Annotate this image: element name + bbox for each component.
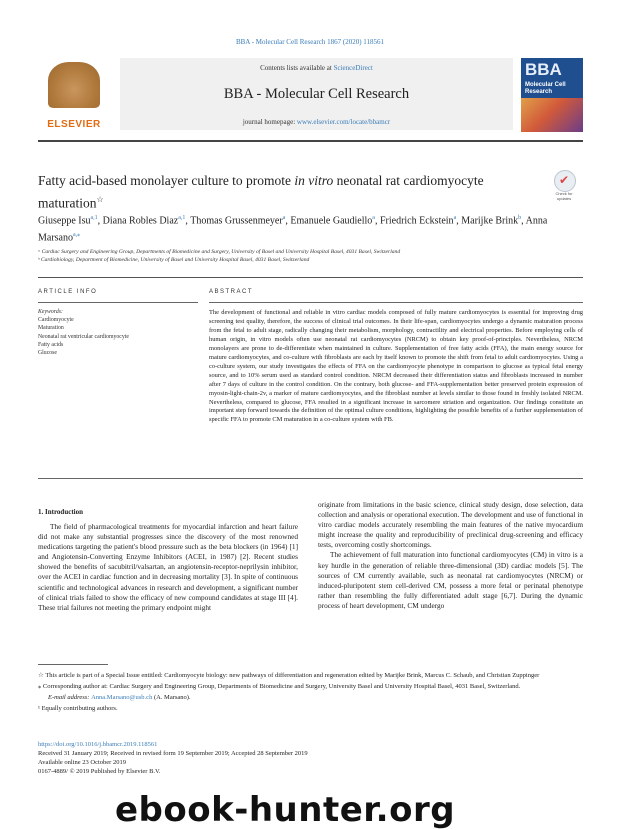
author-name[interactable]: Friedrich Eckstein <box>379 215 454 227</box>
elsevier-tree-icon <box>48 62 100 108</box>
author-list <box>38 211 583 246</box>
author-separator: , <box>97 215 103 227</box>
author-separator: , <box>185 215 191 227</box>
intro-paragraph-1-cont: originate from limitations in the basic science, clinical study design, dose selection, data collection and analysis or operational execution. The development and use of functional in vitro cardiac models accurately resembling the main features of the native myocardium might increase the quality and reproducibility of preclinical drug-screening and efficacy tests, overcoming costly shortcomings. <box>318 500 583 550</box>
keyword-item: Maturation <box>38 325 64 332</box>
keywords-title: Keywords: <box>38 309 63 315</box>
author-affiliation-mark[interactable]: a <box>453 215 457 221</box>
article-info-rule <box>38 302 198 303</box>
footnotes <box>38 671 583 715</box>
footnote-corresponding: ⁎ Corresponding author at: Cardiac Surgery and Engineering Group, Departments of Biomedicine and Surgery, University Basel and University Hospital Basel, 4031 Basel, Switzerland. <box>38 683 521 690</box>
author-name[interactable]: Marijke Brink <box>461 215 519 227</box>
masthead-rule <box>38 140 583 142</box>
bookmark-icon: ✔ <box>559 173 570 187</box>
contents-prefix: Contents lists available at <box>260 64 334 72</box>
affiliation-a: ᵃ Cardiac Surgery and Engineering Group, Departments of Biomedicine and Surgery, University of Basel and University Hospital Basel, 4031 Basel, Switzerland <box>38 249 401 255</box>
introduction-right-column <box>318 500 583 611</box>
author-name[interactable]: Diana Robles Diaz <box>102 215 179 227</box>
author-separator: , <box>374 215 380 227</box>
sciencedirect-link[interactable]: ScienceDirect <box>333 64 373 72</box>
watermark: ebook-hunter.org <box>115 790 456 830</box>
affiliation-b: ᵇ Cardiobiology, Department of Biomedicine, University of Basel and University Hospital Basel, 4031 Basel, Switzerland <box>38 257 310 263</box>
journal-name: BBA - Molecular Cell Research <box>223 86 410 102</box>
author-separator: , <box>521 215 526 227</box>
homepage-link[interactable]: www.elsevier.com/locate/bbamcr <box>296 118 391 126</box>
abstract-text: The development of functional and reliable in vitro cardiac models composed of fully mature cardiomyocytes is essential for improving drug screening test quality, therefore, the success of clinical trial outcomes. In their life-span, cardiomyocytes undergo a dynamic maturation process from the fetal to adult stage, radically changing their metabolism, morphology, contractility and electrical properties. Before employing cells of human origin, in vitro models often use neonatal rat cardiomyocytes (NRCM) to obtain key proof-of-principles. Nevertheless, NRCM monolayers are prone to de-differentiate when maintained in culture. Supplementation of free fatty acids (FFA), the main energy source for mature cardiomyocytes, and co-culture with fibroblasts are each by itself known to promote the shift from fetal to adult cardiomyocytes. Using a co-culture system, our study investigates the effects of FFA on the cardiomyocyte phenotype in comparison to glucose as typical fetal energy source, and to 10% serum used as standard control condition. NRCM decreased their differentiation status and fibroblasts increased in number after 7 days of culture in the control condition. On the contrary, both glucose- and FFA-supplementation better preserved protein expression of myosin-light-chain-2v, a marker of mature cardiomyocytes, and the fibroblast number at levels similar to those found in freshly isolated NRCM. Nevertheless, compared to glucose, FFA resulted in a significant increase in sarcomere striation and organization. Our findings constitute an important step forward towards the definition of the optimal culture conditions, highlighting the possible benefits of a further supplementation of specific FFA to promote CM maturation in a co-culture system with FB. <box>209 309 583 424</box>
footnote-email <box>38 693 583 702</box>
introduction-left-column <box>38 522 298 613</box>
available-online: Available online 23 October 2019 <box>38 759 126 766</box>
doi-block <box>38 740 583 776</box>
abstract-bottom-rule <box>38 478 583 479</box>
title-footnote-mark[interactable]: ☆ <box>96 195 104 204</box>
homepage-prefix: journal homepage: <box>242 118 297 126</box>
journal-cover-image[interactable] <box>521 58 583 132</box>
author-name[interactable]: Emanuele Gaudiello <box>290 215 373 227</box>
author-affiliation-mark[interactable]: b <box>518 215 522 221</box>
doi-link[interactable]: https://doi.org/10.1016/j.bbamcr.2019.118561 <box>38 741 158 748</box>
intro-paragraph-2: The achievement of full maturation into functional cardiomyocytes (CM) in vitro is a key hurdle in the generation of reliable three-dimensional (3D) cardiac models [5]. The sources of CM currently available, such as neonatal rat cardiomyocytes (NRCM) or induced-pluripotent stem cell-derived CM, possess a more fetal or perinatal phenotype rather than resembling the fully differentiated adult stage [6,7]. During the dynamic process of heart development, CM undergo <box>318 550 583 610</box>
journal-masthead <box>38 58 583 130</box>
author-name[interactable]: Thomas Grussenmeyer <box>190 215 283 227</box>
footnote-equal: ¹ Equally contributing authors. <box>38 705 118 712</box>
author-name[interactable]: Anna Marsano <box>38 215 548 244</box>
cover-title: BBA <box>525 60 562 79</box>
title-part-1: Fatty acid-based monolayer culture to promote <box>38 173 295 188</box>
author-separator: , <box>285 215 291 227</box>
article-title <box>38 171 508 213</box>
masthead-center-panel <box>120 58 513 130</box>
abstract-heading: ABSTRACT <box>209 289 254 295</box>
author-separator: , <box>456 215 462 227</box>
intro-paragraph-1: The field of pharmacological treatments for myocardial infarction and heart failure did not make any substantial progresses since the discovery of the most renowned medications targeting the patient's blood pressure such as the beta blockers (in 1964) [1] and Angiotensin-Converting Enzyme Inhibitors (ACEI, in 1987) [2]. Recent studies showed the benefits of sacubitril/valsartan, an angiotensin-receptor-neprilysin inhibitor, over the ACEI in cardiac function and in decreasing mortality [3]. In spite of continuous scientific and technological advances in research and development, a significant number of clinical trials failed to show the efficacy of new compound candidates at stage III [4]. These trial failures not meeting the primary endpoint might <box>38 522 298 612</box>
author-affiliation-mark[interactable]: a,⁎ <box>73 232 81 239</box>
email-suffix: (A. Marsano). <box>152 694 191 701</box>
contents-line <box>120 64 513 72</box>
footnote-rule <box>38 664 108 665</box>
author-affiliation-mark[interactable]: a <box>282 215 286 221</box>
author-name[interactable]: Giuseppe Isu <box>38 215 91 227</box>
received-dates: Received 31 January 2019; Received in revised form 19 September 2019; Accepted 28 September 2019 <box>38 750 308 757</box>
email-label: E-mail address: <box>48 694 92 701</box>
author-affiliation-mark[interactable]: a <box>372 215 375 221</box>
keyword-item: Neonatal rat ventricular cardiomyocyte <box>38 333 129 340</box>
author-affiliation-mark[interactable]: a,1 <box>178 215 186 221</box>
elsevier-logo-text: ELSEVIER <box>47 119 101 130</box>
journal-homepage-line <box>120 118 513 126</box>
keyword-item: Cardiomyocyte <box>38 317 74 324</box>
check-for-updates-badge[interactable] <box>548 170 580 202</box>
keywords-block <box>38 308 198 357</box>
section-rule <box>38 277 583 278</box>
author-affiliation-mark[interactable]: a,1 <box>90 215 98 221</box>
title-italic: in vitro <box>294 173 334 188</box>
keyword-item: Fatty acids <box>38 341 64 348</box>
article-info-heading: ARTICLE INFO <box>38 289 98 295</box>
email-link[interactable]: Anna.Marsano@usb.ch <box>91 694 153 701</box>
cover-subtitle: Molecular Cell Research <box>525 82 566 95</box>
copyright-line: 0167-4889/ © 2019 Published by Elsevier B.V. <box>38 768 161 775</box>
keyword-item: Glucose <box>38 350 57 357</box>
introduction-heading: 1. Introduction <box>38 508 83 516</box>
cover-artwork <box>521 98 583 132</box>
title-part-2: neonatal rat cardiomyocyte maturation <box>38 173 484 211</box>
footnote-special-issue: ☆ This article is part of a Special Issue entitled: Cardiomyocyte biology: new pathways of differentiation and regeneration edited by Marijke Brink, Marcus C. Schaub, and Christian Zuppinger <box>38 672 540 679</box>
journal-reference[interactable]: BBA - Molecular Cell Research 1867 (2020) 118561 <box>235 38 385 46</box>
elsevier-logo[interactable] <box>38 60 110 130</box>
check-updates-label: Check for updates <box>555 191 573 201</box>
abstract-rule <box>209 302 583 303</box>
affiliations <box>38 248 583 264</box>
